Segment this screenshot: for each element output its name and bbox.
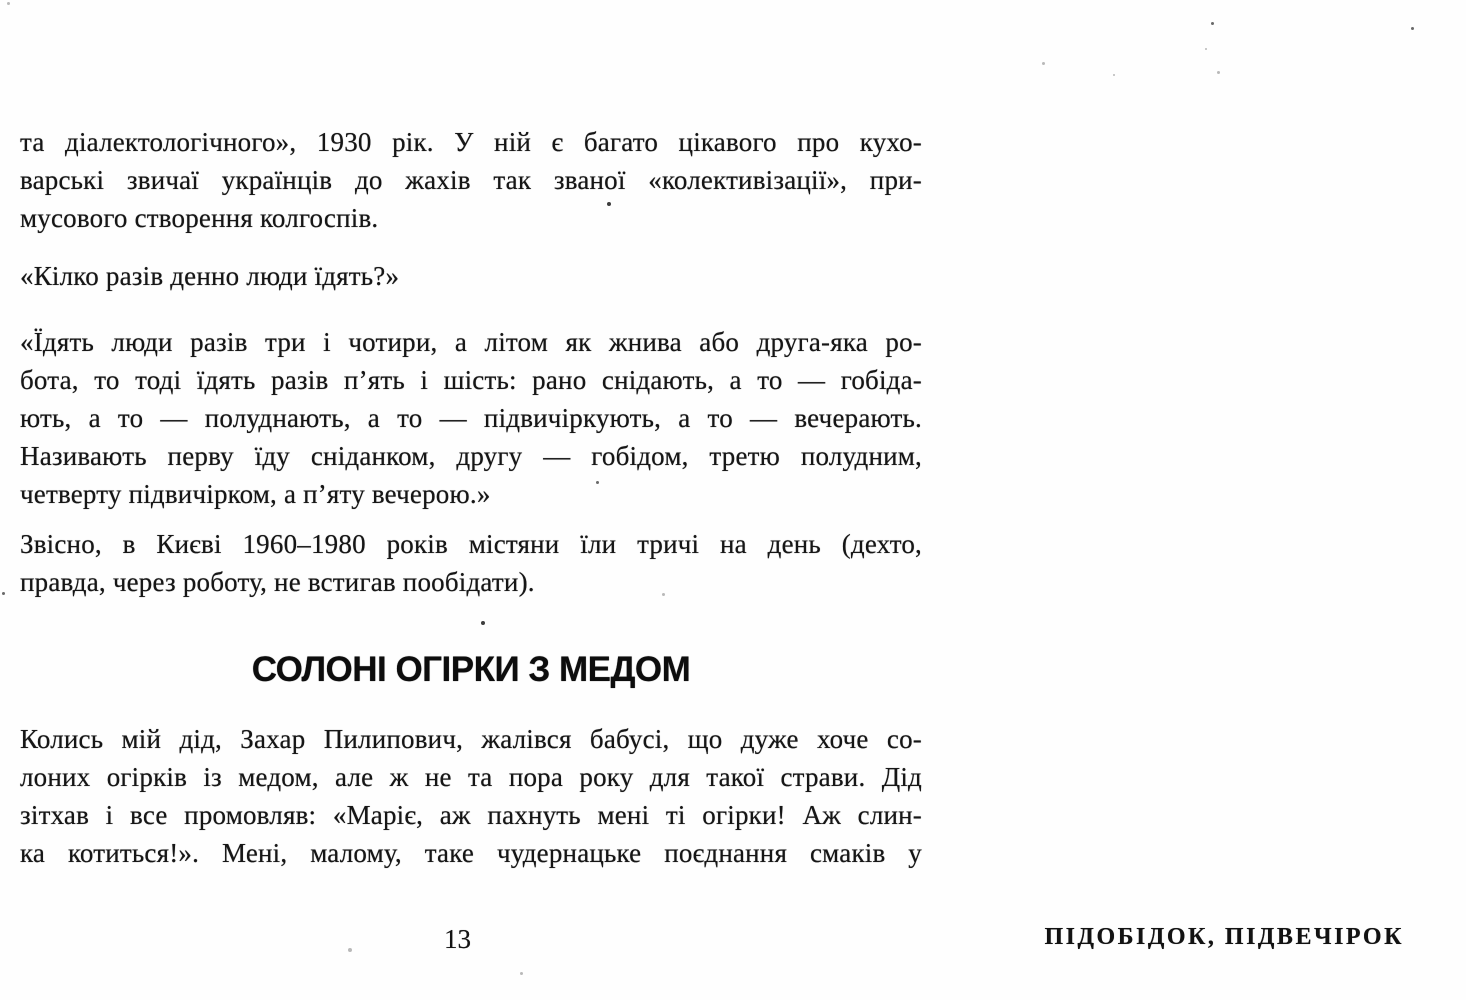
scan-speck	[348, 948, 352, 952]
scan-speck	[1211, 22, 1214, 25]
paragraph-1	[20, 123, 922, 237]
scan-speck	[7, 2, 10, 5]
scan-speck	[662, 593, 665, 596]
text-line: мусового створення колгоспів.	[20, 203, 379, 233]
paragraph-5	[20, 720, 922, 872]
text-line: правда, через роботу, не встигав пообідати).	[20, 567, 535, 597]
text-line: Називають перву їду сніданком, другу — гобідом, третю полудним,	[20, 441, 922, 471]
running-footer-title: ПІДОБІДОК, ПІДВЕЧІРОК	[1044, 924, 1404, 950]
text-line: ють, а то — полуднають, а то — підвичіркують, а то — вечерають.	[20, 403, 922, 433]
scan-speck	[520, 972, 523, 975]
scan-speck	[607, 202, 611, 206]
text-line: «Їдять люди разів три і чотири, а літом як жнива або друга-яка ро-	[20, 327, 922, 357]
text-line: лоних огірків із медом, але ж не та пора року для такої страви. Дід	[20, 762, 922, 792]
text-line: ка котиться!». Мені, малому, таке чудернацьке поєднання смаків у	[20, 838, 922, 868]
paragraph-3	[20, 323, 922, 513]
text-line: Колись мій дід, Захар Пилипович, жалівся бабусі, що дуже хоче со-	[20, 724, 922, 754]
text-line: зітхав і все промовляв: «Маріє, аж пахнуть мені ті огірки! Аж слин-	[20, 800, 922, 830]
paragraph-4	[20, 525, 922, 601]
scan-speck	[1205, 48, 1207, 50]
section-heading: СОЛОНІ ОГІРКИ З МЕДОМ	[251, 650, 691, 689]
text-line: «Кілко разів денно люди їдять?»	[20, 261, 400, 291]
scan-speck	[1411, 27, 1414, 30]
text-line: Звісно, в Києві 1960–1980 років містяни їли тричі на день (дехто,	[20, 529, 922, 559]
scan-speck	[1113, 74, 1115, 76]
scan-speck	[481, 621, 485, 625]
scan-speck	[1217, 71, 1220, 74]
text-line: бота, то тоді їдять разів п’ять і шість: рано снідають, а то — гобіда-	[20, 365, 922, 395]
scan-speck	[2, 592, 5, 595]
text-line: четверту підвичірком, а п’яту вечерою.»	[20, 479, 491, 509]
page-number: 13	[444, 924, 471, 954]
scan-speck	[596, 481, 599, 484]
text-line: варські звичаї українців до жахів так званої «колективізації», при-	[20, 165, 922, 195]
scan-speck	[1042, 62, 1045, 65]
text-line: та діалектологічного», 1930 рік. У ній є багато цікавого про кухо-	[20, 127, 922, 157]
paragraph-2	[20, 257, 922, 295]
